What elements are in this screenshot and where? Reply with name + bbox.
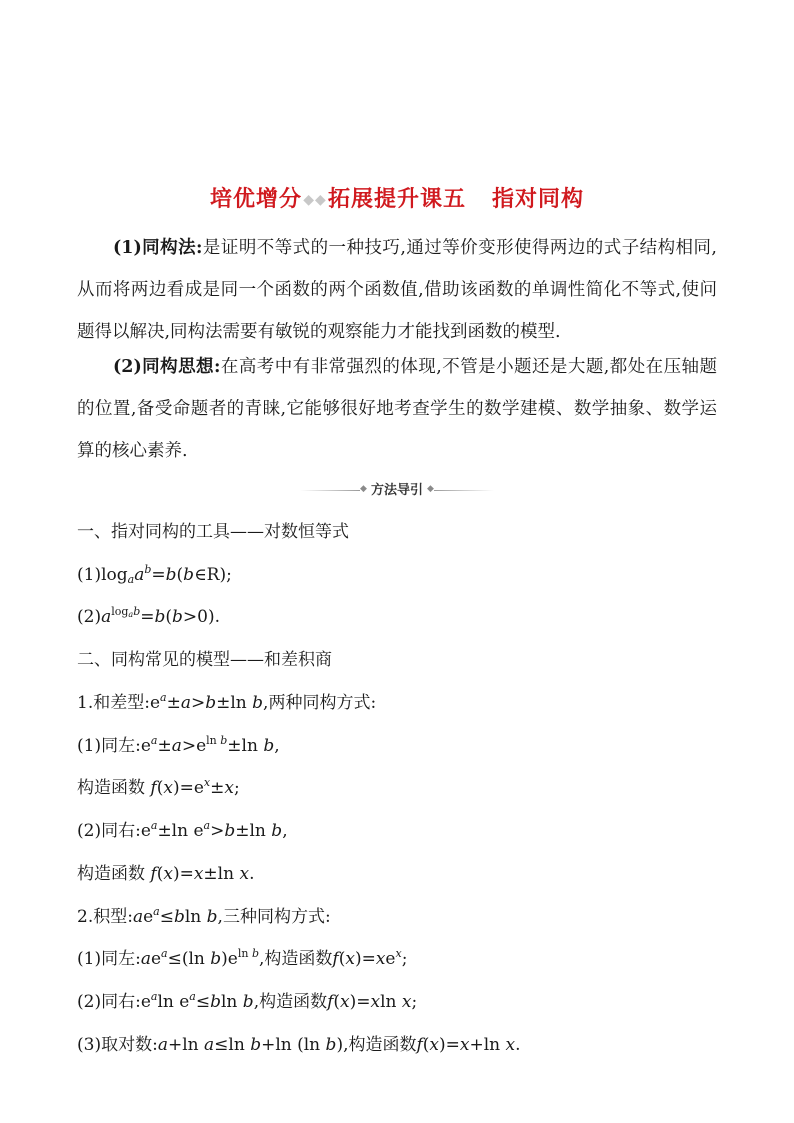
- method-guide-label: 方法导引: [370, 483, 423, 498]
- section-1-heading: 一、指对同构的工具——对数恒等式: [77, 522, 349, 542]
- product-same-right-label: (2)同右:: [77, 992, 141, 1012]
- take-log-label: (3)取对数:: [77, 1035, 158, 1055]
- construct-function-2: 构造函数 f(x)=x±ln x.: [77, 864, 255, 884]
- sum-diff-tail: ,两种同构方式:: [263, 693, 377, 713]
- intro-paragraph-1: [77, 227, 717, 353]
- intro-paragraph-2: [77, 346, 717, 472]
- page-title: [0, 182, 794, 213]
- same-left-label: (1)同左:: [77, 736, 141, 756]
- intro-label-2: (2)同构思想:: [113, 357, 221, 377]
- title-part-1: 培优增分: [209, 187, 302, 212]
- diamond-separator-icon: ◆◆: [303, 192, 327, 208]
- take-log-formula: (3)取对数:a+ln a≤ln b+ln (ln b),构造函数f(x)=x+ln x.: [77, 1035, 521, 1055]
- product-same-right-formula: (2)同右$:e^a\ln$ $e^a\le bln$ b,构造函数f(x)=xln x;: [77, 990, 418, 1012]
- title-part-3: 指对同构: [492, 187, 585, 212]
- formula-log-identity-2: $(2)a^{log_ab}=b(b>0)$.: [77, 605, 221, 627]
- construct-label-4: ,构造函数: [253, 992, 328, 1012]
- sum-diff-title: 1.和差型:: [77, 693, 150, 713]
- intro-label-1: (1)同构法:: [113, 238, 203, 258]
- same-left-formula: (1)同左$:e^a\pm a>e^{ln b}\pm\ln$ b,: [77, 734, 280, 756]
- formula-log-identity-1: $(1)\log_aa^b=b(b\in R)$;: [77, 563, 232, 586]
- sum-diff-model-line: 1.和差型$:e^a\pm a>b\pm\ln$ b,两种同构方式:: [77, 691, 377, 713]
- construct-label-1: 构造函数: [77, 778, 145, 798]
- section-2-heading: 二、同构常见的模型——和差积商: [77, 650, 332, 670]
- construct-label-3: ,构造函数: [259, 949, 333, 969]
- same-right-label: (2)同右:: [77, 821, 141, 841]
- diamond-left-icon: ◆: [360, 484, 367, 494]
- same-right-formula: (2)同右$:e^a\pm\ln$ $e^a>b\pm\ln$ b,: [77, 819, 288, 841]
- construct-label-5: ,构造函数: [343, 1035, 417, 1055]
- construct-function-1: 构造函数 $f(x)=e^x\pm x$;: [77, 776, 240, 798]
- intro-text-2: 在高考中有非常强烈的体现,不管是小题还是大题,都处在压轴题的位置,备受命题者的青睐,它能够很好地考查学生的数学建模、数学抽象、数学运算的核心素养.: [77, 357, 718, 461]
- product-same-left-formula: (1)同左$:ae^a\le(\ln$ $b)e^{ln b}$,构造函数$f(x)=xe^x$;: [77, 947, 408, 969]
- intro-text-1: 是证明不等式的一种技巧,通过等价变形使得两边的式子结构相同,从而将两边看成是同一个函数的两个函数值,借助该函数的单调性简化不等式,使问题得以解决,同构法需要有敏锐的观察能力才能找到函数的模型.: [77, 238, 717, 342]
- title-part-2: 拓展提升课五: [327, 187, 466, 212]
- diamond-right-icon: ◆: [427, 484, 434, 494]
- product-model-line: 2.积型$:ae^a\le bln$ b,三种同构方式:: [77, 905, 331, 927]
- product-title: 2.积型:: [77, 907, 133, 927]
- product-tail: ,三种同构方式:: [217, 907, 331, 927]
- divider-line-right: [434, 490, 494, 491]
- product-same-left-label: (1)同左:: [77, 949, 141, 969]
- method-guide-divider: [0, 481, 794, 501]
- construct-label-2: 构造函数: [77, 864, 145, 884]
